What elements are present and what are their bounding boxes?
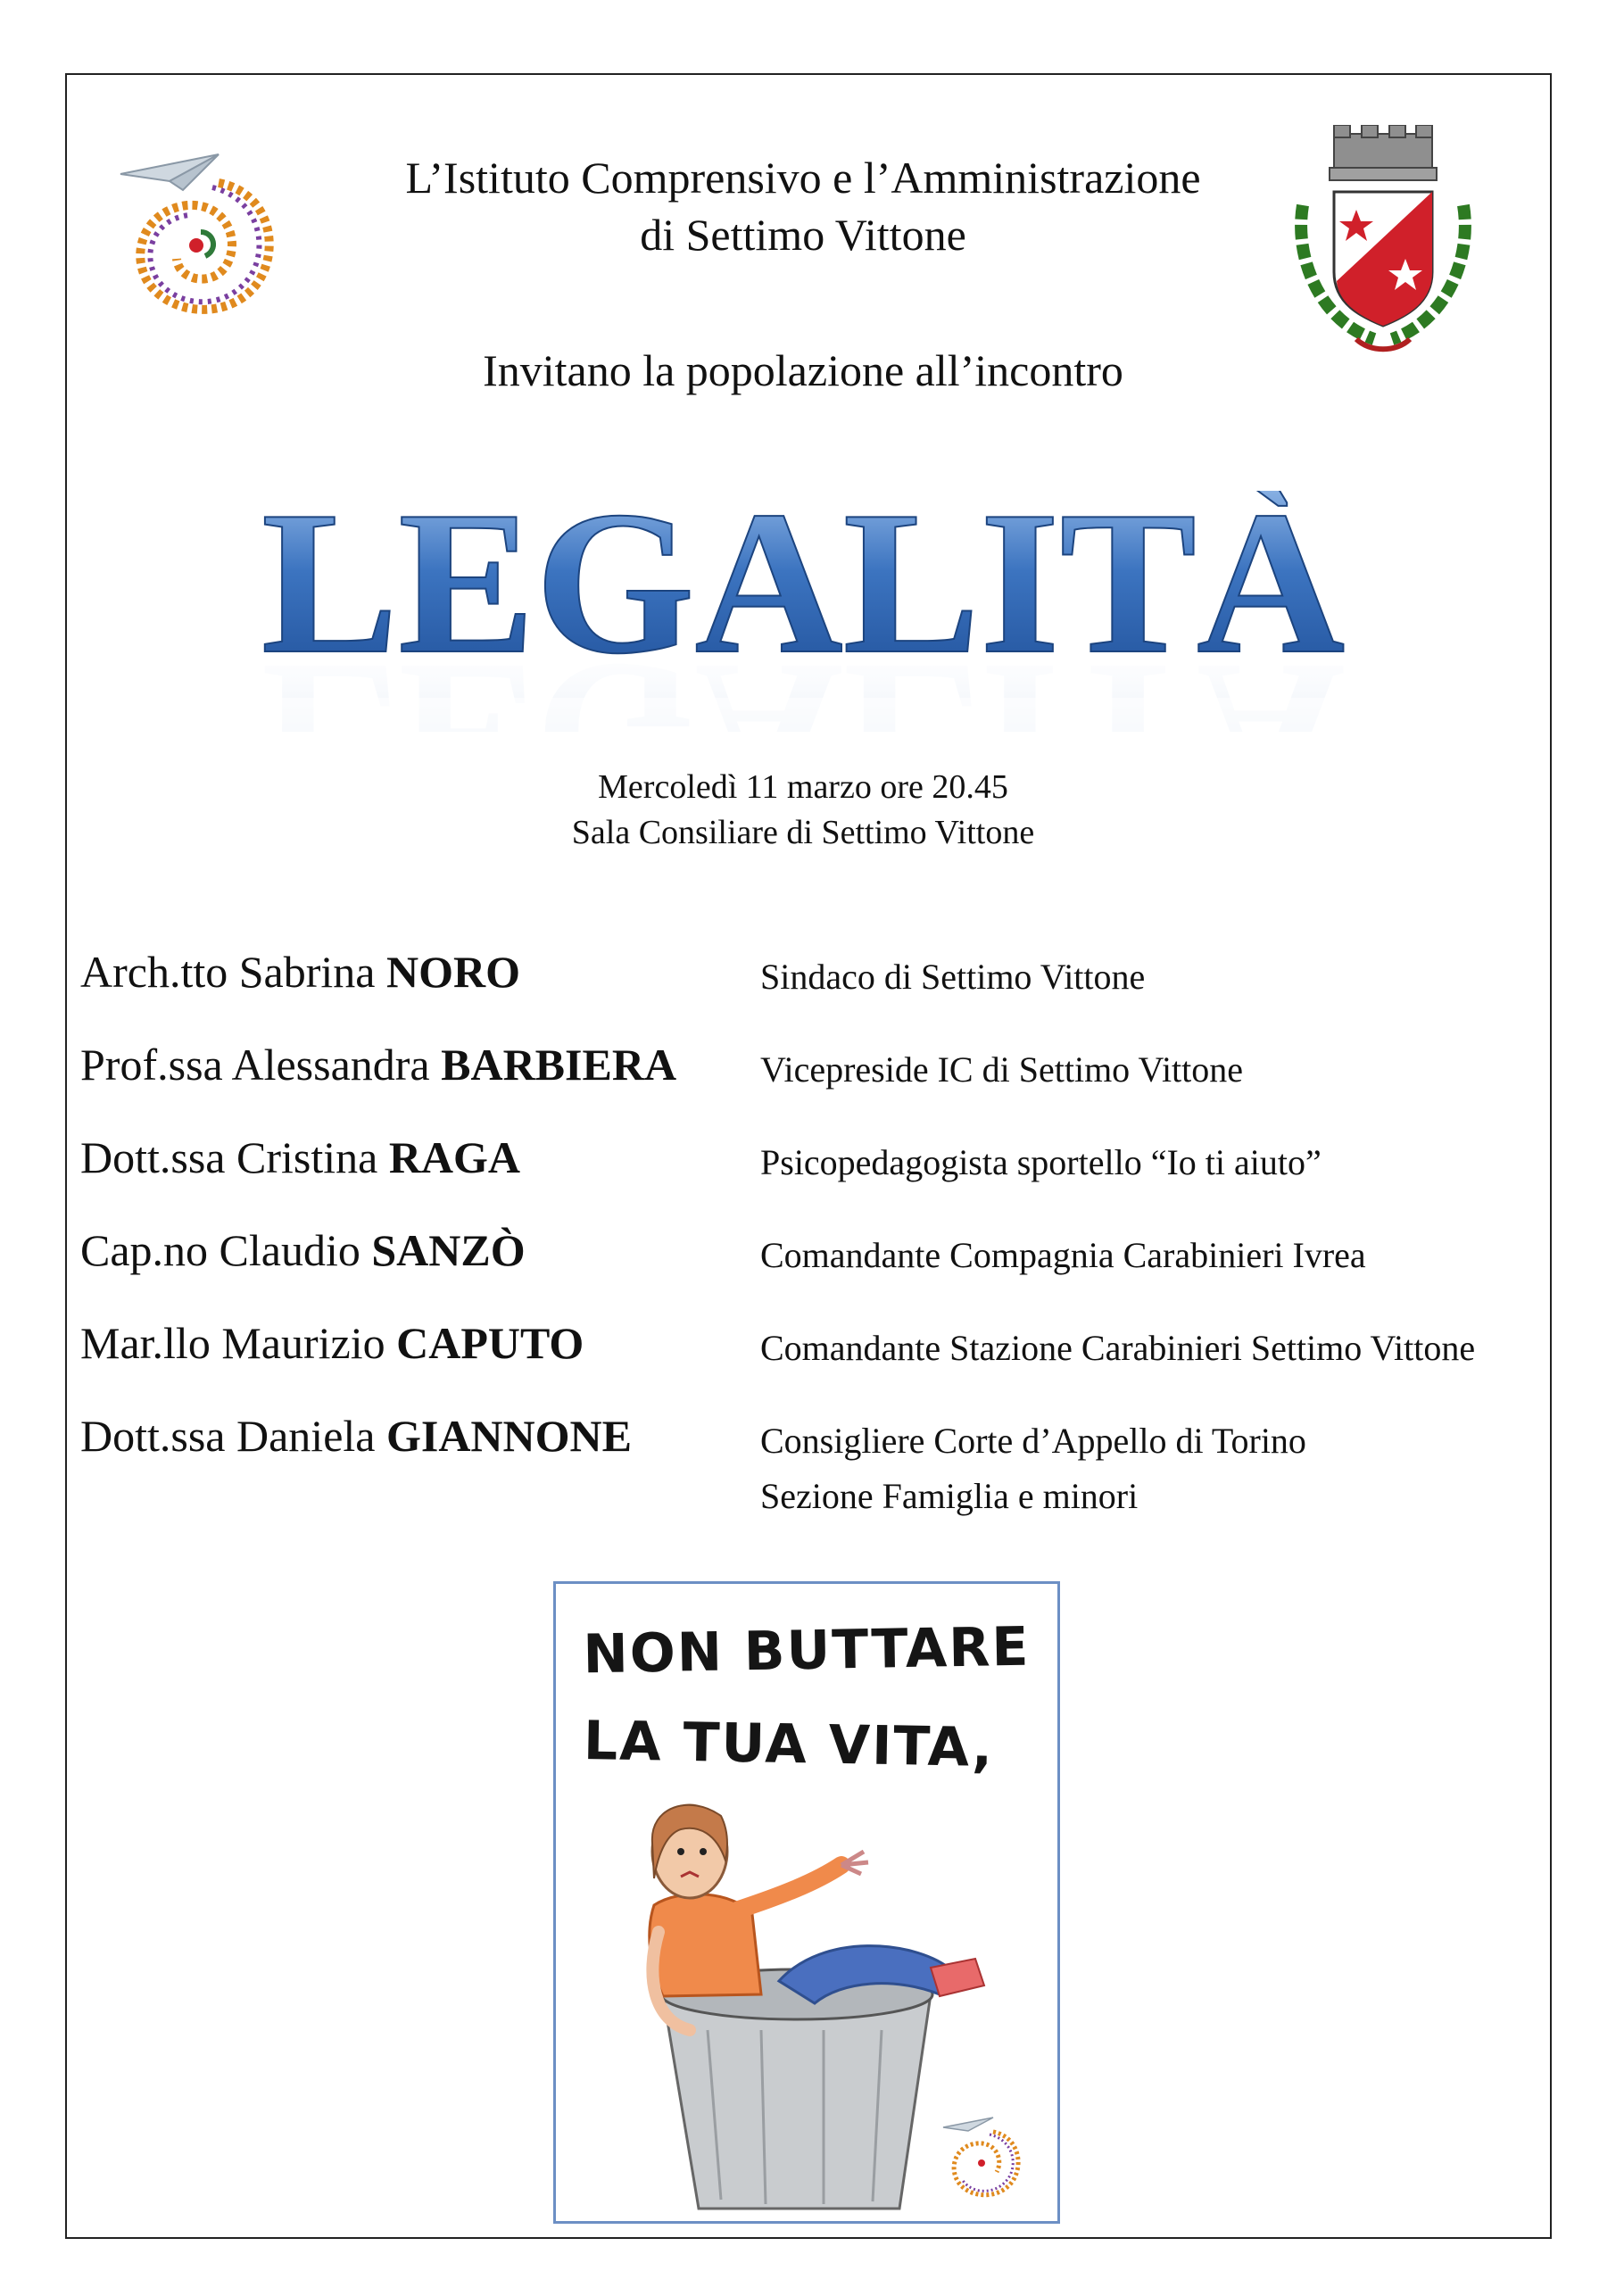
speaker-3-name: Dott.ssa Cristina RAGA [80, 1132, 521, 1182]
header-line-2: di Settimo Vittone [640, 210, 966, 260]
speaker-6-role: Consigliere Corte d’Appello di Torino [760, 1421, 1306, 1461]
municipal-crest-icon [1285, 125, 1481, 366]
speaker-2-role: Vicepreside IC di Settimo Vittone [760, 1049, 1244, 1090]
speaker-6-role-line-2: Sezione Famiglia e minori [760, 1476, 1139, 1516]
speaker-5-name: Mar.llo Maurizio CAPUTO [80, 1318, 584, 1368]
speaker-1-role: Sindaco di Settimo Vittone [760, 957, 1146, 997]
speaker-6-name: Dott.ssa Daniela GIANNONE [80, 1411, 632, 1461]
event-date: Mercoledì 11 marzo ore 20.45 [598, 768, 1008, 806]
event-place: Sala Consiliare di Settimo Vittone [571, 814, 1035, 851]
poster-image [553, 1581, 1060, 2224]
speaker-1-name: Arch.tto Sabrina NORO [80, 947, 520, 997]
speaker-3-role: Psicopedagogista sportello “Io ti aiuto” [760, 1142, 1322, 1182]
speaker-4-name: Cap.no Claudio SANZÒ [80, 1225, 526, 1275]
school-logo-small-icon [941, 2114, 1031, 2203]
invite-text: Invitano la popolazione all’incontro [483, 345, 1123, 395]
event-title [178, 491, 1428, 732]
speaker-2-name: Prof.ssa Alessandra BARBIERA [80, 1040, 677, 1090]
school-logo-icon [116, 147, 294, 326]
title-text: LEGALITÀ [261, 491, 1346, 696]
header-line-1: L’Istituto Comprensivo e l’Amministrazione [405, 153, 1201, 203]
poster-line-1: NON BUTTARE [582, 1615, 1032, 1687]
speaker-4-role: Comandante Compagnia Carabinieri Ivrea [760, 1235, 1366, 1275]
poster-line-2: LA TUA VITA, [583, 1709, 995, 1780]
speaker-5-role: Comandante Stazione Carabinieri Settimo Vittone [760, 1328, 1476, 1368]
